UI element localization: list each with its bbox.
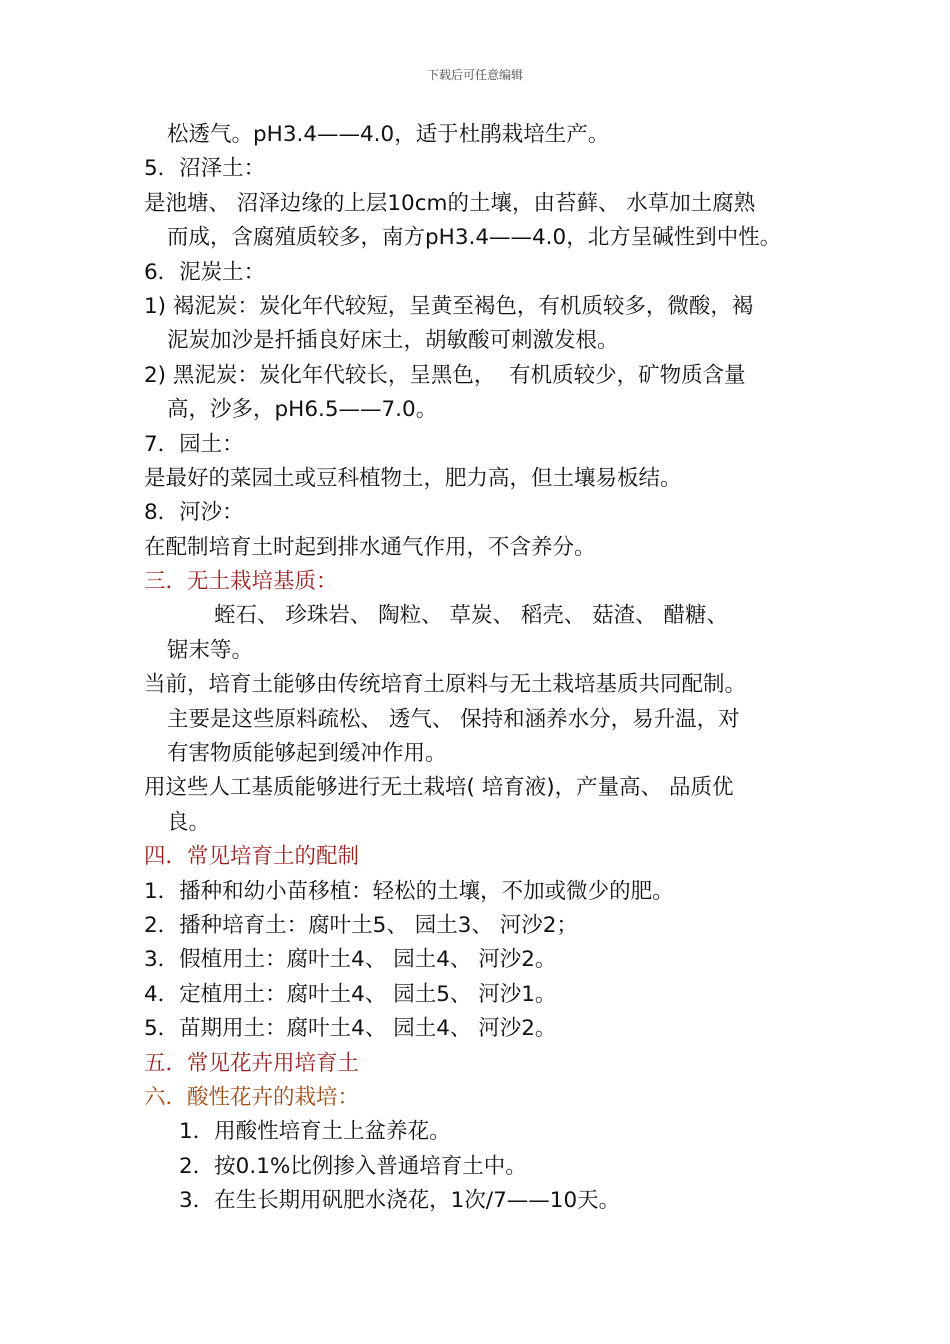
- section-heading: 六．酸性花卉的栽培：: [144, 1084, 360, 1110]
- text-line: 高，沙多，pH6.5——7.0。: [167, 397, 438, 423]
- text-line: 8．河沙：: [144, 500, 244, 526]
- text-line: 5．沼泽土：: [144, 156, 266, 182]
- text-line: 是池塘、 沼泽边缘的上层10cm的土壤，由苔藓、 水草加土腐熟: [144, 190, 756, 216]
- page-header: 下载后可任意编辑: [426, 68, 523, 82]
- text-line: 用这些人工基质能够进行无土栽培( 培育液)，产量高、 品质优: [144, 775, 734, 801]
- text-line: 是最好的菜园土或豆科植物土，肥力高，但土壤易板结。: [144, 465, 682, 491]
- text-line: 而成，含腐殖质较多，南方pH3.4——4.0，北方呈碱性到中性。: [167, 225, 782, 251]
- text-line: 锯末等。: [167, 637, 254, 663]
- section-heading: 三．无土栽培基质：: [144, 569, 338, 595]
- text-line: 2．播种培育土：腐叶土5、 园土3、 河沙2；: [144, 912, 578, 938]
- text-line: 1．播种和幼小苗移植：轻松的土壤，不加或微少的肥。: [144, 878, 674, 904]
- text-line: 6．泥炭土：: [144, 259, 266, 285]
- text-line: 2) 黑泥炭：炭化年代较长，呈黑色， 有机质较少，矿物质含量: [144, 362, 746, 388]
- text-line: 泥炭加沙是扦插良好床土，胡敏酸可刺激发根。: [167, 328, 619, 354]
- text-line: 5．苗期用土：腐叶土4、 园土4、 河沙2。: [144, 1016, 557, 1042]
- text-line: 良。: [167, 809, 211, 835]
- text-line: 2．按0.1%比例掺入普通培育土中。: [179, 1153, 527, 1179]
- document-body: [144, 118, 814, 1219]
- text-line: 3．在生长期用矾肥水浇花，1次/7——10天。: [179, 1188, 621, 1214]
- section-heading: 四．常见培育土的配制: [144, 844, 360, 870]
- text-line: 主要是这些原料疏松、 透气、 保持和涵养水分，易升温，对: [167, 706, 740, 732]
- section-heading: 五．常见花卉用培育土: [144, 1050, 360, 1076]
- text-line: 1．用酸性培育土上盆养花。: [179, 1119, 451, 1145]
- text-line: 4．定植用土：腐叶土4、 园土5、 河沙1。: [144, 981, 557, 1007]
- text-line: 3．假植用土：腐叶土4、 园土4、 河沙2。: [144, 947, 557, 973]
- text-line: 蛭石、 珍珠岩、 陶粒、 草炭、 稻壳、 菇渣、 醋糖、: [214, 603, 729, 629]
- text-line: 有害物质能够起到缓冲作用。: [167, 741, 447, 767]
- text-line: 1) 褐泥炭：炭化年代较短，呈黄至褐色，有机质较多，微酸，褐: [144, 293, 754, 319]
- text-line: 当前，培育土能够由传统培育土原料与无土栽培基质共同配制。: [144, 672, 747, 698]
- text-line: 松透气。pH3.4——4.0，适于杜鹃栽培生产。: [167, 122, 610, 147]
- text-line: 在配制培育土时起到排水通气作用，不含养分。: [144, 534, 596, 560]
- text-line: 7．园土：: [144, 431, 244, 457]
